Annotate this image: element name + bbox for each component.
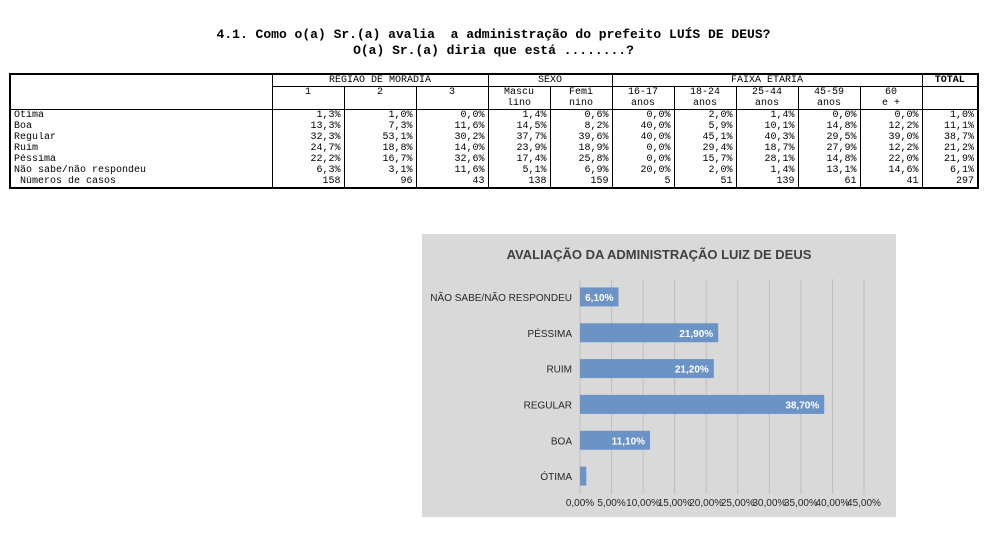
value-cell: 21,2% (922, 143, 978, 154)
table-row (10, 154, 978, 165)
x-tick-label: 10,00% (626, 498, 661, 509)
subheader-cell: 45-59 (798, 87, 860, 99)
value-cell: 61 (798, 176, 860, 188)
value-cell: 0,0% (612, 143, 674, 154)
value-cell: 29,5% (798, 132, 860, 143)
value-cell: 18,7% (736, 143, 798, 154)
value-cell: 30,2% (416, 132, 488, 143)
value-cell: 158 (272, 176, 344, 188)
value-cell: 18,8% (344, 143, 416, 154)
subheader-cell: 25-44 (736, 87, 798, 99)
table-row (10, 165, 978, 176)
value-cell: 1,4% (736, 165, 798, 176)
subheader-cell: 1 (272, 87, 344, 99)
data-label: 11,10% (611, 436, 646, 448)
subheader-cell (272, 98, 344, 110)
row-label: Ótima (10, 110, 272, 122)
row-label: Boa (10, 121, 272, 132)
value-cell: 32,6% (416, 154, 488, 165)
subheader-row-1 (10, 87, 978, 99)
value-cell: 10,1% (736, 121, 798, 132)
subheader-cell: Mascu (488, 87, 550, 99)
value-cell: 53,1% (344, 132, 416, 143)
category-label: RUIM (546, 364, 572, 376)
value-cell: 3,1% (344, 165, 416, 176)
value-cell: 38,7% (922, 132, 978, 143)
subheader-cell (416, 98, 488, 110)
table-row (10, 121, 978, 132)
value-cell: 14,5% (488, 121, 550, 132)
value-cell: 43 (416, 176, 488, 188)
x-tick-label: 15,00% (657, 498, 692, 509)
value-cell: 21,9% (922, 154, 978, 165)
x-tick-label: 30,00% (752, 498, 787, 509)
subheader-cell: 2 (344, 87, 416, 99)
value-cell: 0,0% (416, 110, 488, 122)
row-label: Regular (10, 132, 272, 143)
table-row (10, 132, 978, 143)
row-label: Ruim (10, 143, 272, 154)
x-tick-label: 45,00% (847, 498, 881, 509)
subheader-cell (922, 98, 978, 110)
value-cell: 29,4% (674, 143, 736, 154)
value-cell: 5,9% (674, 121, 736, 132)
results-table (9, 73, 979, 189)
value-cell: 15,7% (674, 154, 736, 165)
value-cell: 28,1% (736, 154, 798, 165)
data-label: 6,10% (585, 292, 614, 304)
question-title-line2: O(a) Sr.(a) diria que está ........? (353, 43, 634, 58)
value-cell: 2,0% (674, 110, 736, 122)
value-cell: 96 (344, 176, 416, 188)
subheader-cell: 18-24 (674, 87, 736, 99)
x-tick-label: 35,00% (783, 498, 818, 509)
value-cell: 2,0% (674, 165, 736, 176)
value-cell: 22,0% (860, 154, 922, 165)
subheader-cell: anos (612, 98, 674, 110)
value-cell: 11,6% (416, 121, 488, 132)
value-cell: 12,2% (860, 121, 922, 132)
category-label: PÉSSIMA (527, 328, 572, 340)
row-label: Não sabe/não respondeu (10, 165, 272, 176)
value-cell: 1,4% (488, 110, 550, 122)
subheader-cell (344, 98, 416, 110)
value-cell: 51 (674, 176, 736, 188)
x-tick-label: 25,00% (720, 498, 755, 509)
value-cell: 0,0% (612, 110, 674, 122)
value-cell: 23,9% (488, 143, 550, 154)
question-title-line1: 4.1. Como o(a) Sr.(a) avalia a administração do prefeito LUÍS DE DEUS? (216, 27, 771, 42)
value-cell: 22,2% (272, 154, 344, 165)
value-cell: 40,0% (612, 121, 674, 132)
cases-row (10, 176, 978, 188)
value-cell: 13,3% (272, 121, 344, 132)
subheader-cell (922, 87, 978, 99)
value-cell: 8,2% (550, 121, 612, 132)
value-cell: 32,3% (272, 132, 344, 143)
value-cell: 40,0% (612, 132, 674, 143)
bar (580, 467, 586, 486)
category-label: ÓTIMA (540, 472, 572, 484)
subheader-cell: 16-17 (612, 87, 674, 99)
value-cell: 27,9% (798, 143, 860, 154)
value-cell: 20,0% (612, 165, 674, 176)
value-cell: 0,0% (612, 154, 674, 165)
value-cell: 14,6% (860, 165, 922, 176)
corner-cell (10, 74, 272, 87)
subheader-cell: lino (488, 98, 550, 110)
value-cell: 139 (736, 176, 798, 188)
corner-cell (10, 98, 272, 110)
subheader-cell: e + (860, 98, 922, 110)
value-cell: 13,1% (798, 165, 860, 176)
value-cell: 39,6% (550, 132, 612, 143)
value-cell: 41 (860, 176, 922, 188)
x-tick-label: 0,00% (565, 498, 595, 509)
value-cell: 14,0% (416, 143, 488, 154)
data-label: 21,20% (674, 364, 709, 376)
value-cell: 159 (550, 176, 612, 188)
value-cell: 45,1% (674, 132, 736, 143)
group-header-total: TOTAL (922, 74, 978, 87)
category-label: NÃO SABE/NÃO RESPONDEU (430, 292, 572, 304)
row-label: Números de casos (10, 176, 272, 188)
value-cell: 1,3% (272, 110, 344, 122)
x-tick-label: 20,00% (689, 498, 724, 509)
chart-title: AVALIAÇÃO DA ADMINISTRAÇÃO LUIZ DE DEUS (506, 247, 812, 262)
value-cell: 1,0% (922, 110, 978, 122)
group-header-regiao: REGIÃO DE MORADIA (272, 74, 488, 87)
value-cell: 18,9% (550, 143, 612, 154)
table-row (10, 143, 978, 154)
subheader-cell: nino (550, 98, 612, 110)
value-cell: 12,2% (860, 143, 922, 154)
data-label: 21,90% (679, 328, 714, 340)
value-cell: 14,8% (798, 154, 860, 165)
subheader-cell: anos (674, 98, 736, 110)
value-cell: 6,1% (922, 165, 978, 176)
group-header-row (10, 74, 978, 87)
value-cell: 14,8% (798, 121, 860, 132)
subheader-row-2 (10, 98, 978, 110)
value-cell: 7,3% (344, 121, 416, 132)
value-cell: 138 (488, 176, 550, 188)
value-cell: 11,1% (922, 121, 978, 132)
chart-panel (422, 234, 896, 517)
x-tick-label: 5,00% (597, 498, 626, 509)
value-cell: 6,3% (272, 165, 344, 176)
category-label: BOA (550, 436, 572, 448)
subheader-cell: 60 (860, 87, 922, 99)
subheader-cell: anos (736, 98, 798, 110)
x-tick-label: 40,00% (815, 498, 850, 509)
subheader-cell: Femi (550, 87, 612, 99)
table-row (10, 110, 978, 122)
value-cell: 37,7% (488, 132, 550, 143)
value-cell: 5 (612, 176, 674, 188)
group-header-faixa: FAIXA ETÁRIA (612, 74, 922, 87)
value-cell: 17,4% (488, 154, 550, 165)
value-cell: 25,8% (550, 154, 612, 165)
value-cell: 0,6% (550, 110, 612, 122)
value-cell: 5,1% (488, 165, 550, 176)
value-cell: 39,0% (860, 132, 922, 143)
value-cell: 0,0% (798, 110, 860, 122)
corner-cell (10, 87, 272, 99)
data-label: 38,70% (785, 400, 820, 412)
value-cell: 16,7% (344, 154, 416, 165)
value-cell: 1,0% (344, 110, 416, 122)
value-cell: 6,9% (550, 165, 612, 176)
value-cell: 297 (922, 176, 978, 188)
value-cell: 40,3% (736, 132, 798, 143)
group-header-sexo: SEXO (488, 74, 612, 87)
value-cell: 0,0% (860, 110, 922, 122)
subheader-cell: anos (798, 98, 860, 110)
value-cell: 11,6% (416, 165, 488, 176)
value-cell: 1,4% (736, 110, 798, 122)
value-cell: 24,7% (272, 143, 344, 154)
bar-chart (422, 234, 896, 517)
row-label: Péssima (10, 154, 272, 165)
category-label: REGULAR (523, 400, 572, 412)
subheader-cell: 3 (416, 87, 488, 99)
